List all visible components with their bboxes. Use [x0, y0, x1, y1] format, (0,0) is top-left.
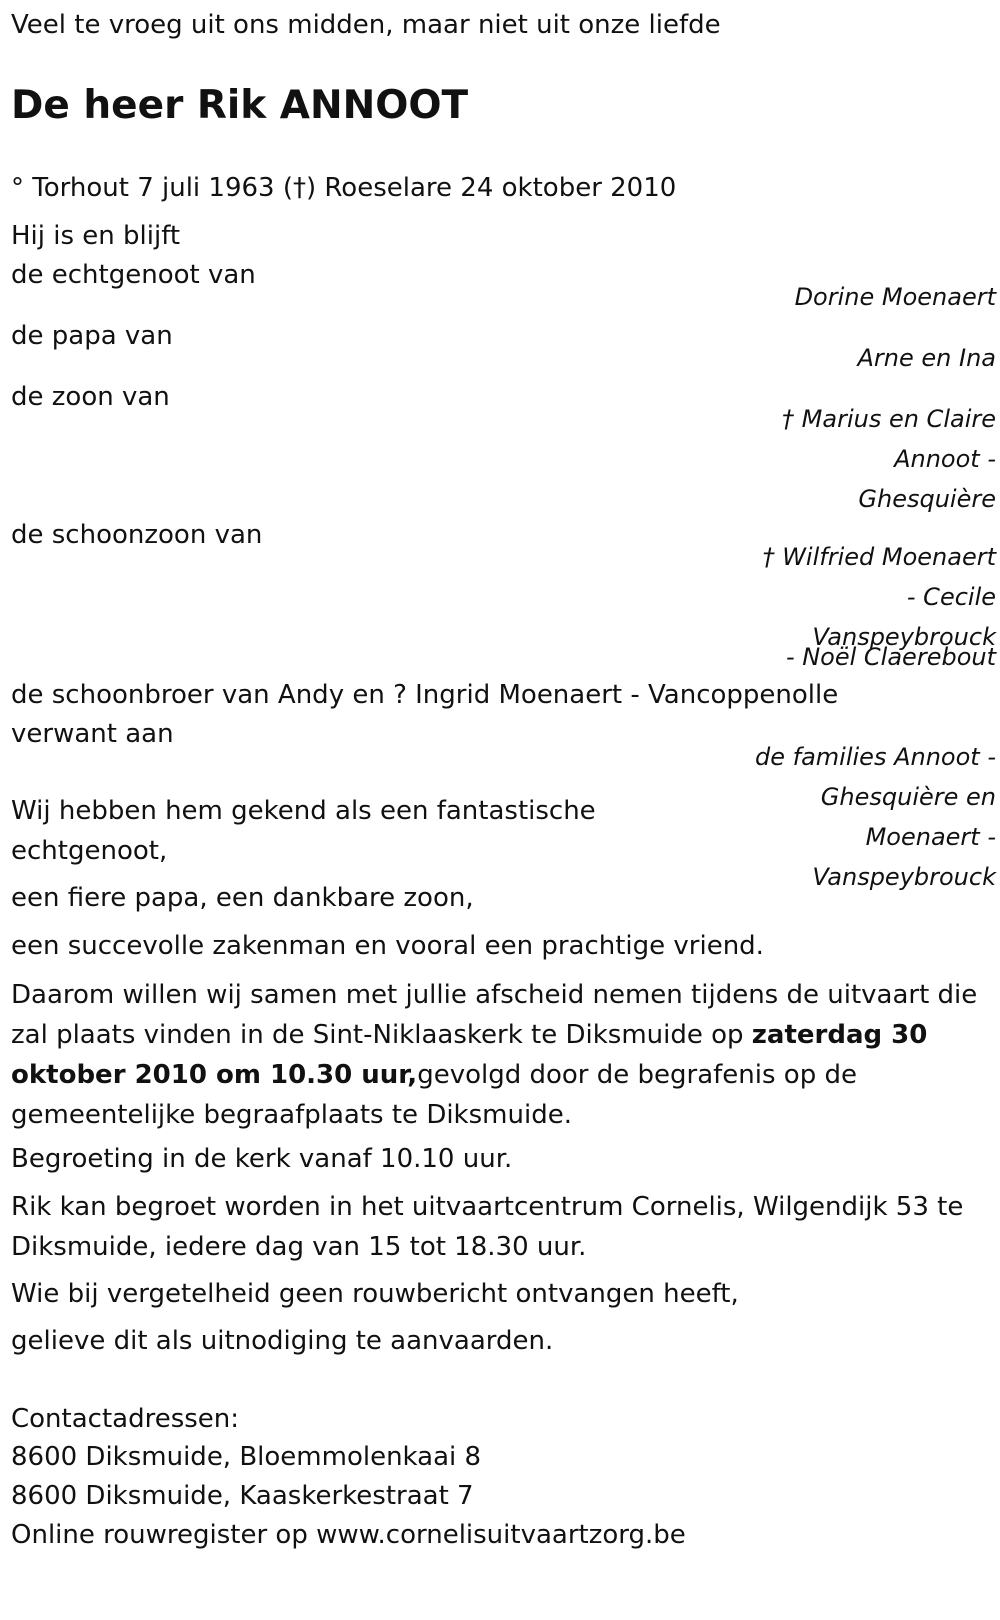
- children-label: de papa van: [11, 321, 173, 351]
- birth-death-line: ° Torhout 7 juli 1963 (†) Roeselare 24 oktober 2010: [11, 173, 677, 203]
- funeral-date-time: zaterdag 30 oktober 2010 om 10.30 uur,: [11, 1020, 928, 1090]
- church-greeting: Begroeting in de kerk vanaf 10.10 uur.: [11, 1144, 513, 1174]
- inlaws-names-2: - Noël Claerebout: [785, 643, 996, 671]
- online-register: Online rouwregister op www.cornelisuitvaartzorg.be: [11, 1520, 686, 1550]
- funeral-text-1: Daarom willen wij samen met jullie afscheid nemen tijdens de uitvaart die zal plaats vinden in de Sint-Niklaaskerk te Diksmuide op: [11, 980, 978, 1050]
- parents-names: † Marius en Claire Annoot - Ghesquière: [782, 405, 996, 513]
- inlaws-names: † Wilfried Moenaert - Cecile Vanspeybrouck: [762, 543, 996, 651]
- spouse-name: Dorine Moenaert: [794, 283, 996, 311]
- children-names: Arne en Ina: [857, 344, 996, 372]
- tribute-line-2: een fiere papa, een dankbare zoon,: [11, 883, 474, 913]
- parents-label: de zoon van: [11, 382, 170, 412]
- relations-intro: Hij is en blijft: [11, 221, 181, 251]
- inlaws-label: de schoonzoon van: [11, 520, 263, 550]
- invite-line-1: Wie bij vergetelheid geen rouwbericht ontvangen heeft,: [11, 1279, 739, 1309]
- contact-label: Contactadressen:: [11, 1404, 240, 1434]
- intro-line: Veel te vroeg uit ons midden, maar niet uit onze liefde: [11, 10, 721, 40]
- contact-address-2: 8600 Diksmuide, Kaaskerkestraat 7: [11, 1481, 474, 1511]
- invite-line-2: gelieve dit als uitnodiging te aanvaarden.: [11, 1326, 554, 1356]
- tribute-line-1: Wij hebben hem gekend als een fantastische echtgenoot,: [11, 796, 596, 866]
- contact-address-1: 8600 Diksmuide, Bloemmolenkaai 8: [11, 1442, 482, 1472]
- visitation-info: Rik kan begroet worden in het uitvaartcentrum Cornelis, Wilgendijk 53 te Diksmuide, iedere dag van 15 tot 18.30 uur.: [11, 1192, 964, 1262]
- spouse-label: de echtgenoot van: [11, 260, 256, 290]
- relatives-names: de families Annoot - Ghesquière en Moenaert - Vanspeybrouck: [755, 743, 996, 891]
- relatives-label: verwant aan: [11, 719, 174, 749]
- funeral-paragraph: [11, 975, 981, 1135]
- funeral-text-2: gevolgd door de begrafenis op de gemeentelijke begraafplaats te Diksmuide.: [11, 1060, 857, 1130]
- tribute-line-3: een succevolle zakenman en vooral een prachtige vriend.: [11, 931, 764, 961]
- brother-in-law-line: de schoonbroer van Andy en ? Ingrid Moenaert - Vancoppenolle: [11, 680, 839, 710]
- page-title: De heer Rik ANNOOT: [11, 83, 469, 128]
